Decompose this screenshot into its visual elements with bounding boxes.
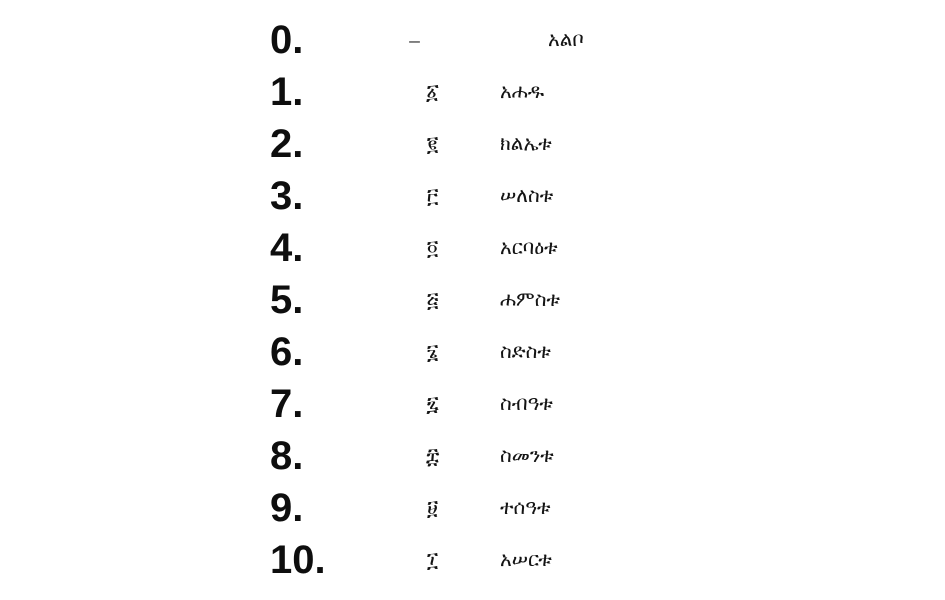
numeral-row (270, 274, 584, 326)
arabic-numeral: 7. (270, 382, 304, 426)
arabic-numeral: 8. (270, 434, 304, 478)
geez-numeral: ፪ (426, 131, 439, 156)
geez-number-word: ሠለስቱ (500, 185, 554, 207)
geez-numeral: ፩ (426, 79, 439, 104)
geez-number-word: አሐዱ (500, 81, 545, 103)
geez-numeral: ፬ (426, 235, 439, 260)
geez-number-word: አልቦ (548, 29, 584, 51)
arabic-numeral: 10. (270, 538, 326, 582)
geez-numeral: ፰ (425, 443, 440, 468)
geez-number-word: ስመንቱ (500, 445, 554, 467)
numeral-row (270, 326, 584, 378)
arabic-numeral: 2. (270, 122, 304, 166)
arabic-numeral: 0. (270, 18, 304, 62)
geez-number-word: ሐምስቱ (500, 289, 560, 311)
arabic-numeral: 6. (270, 330, 304, 374)
geez-number-word: አሠርቱ (500, 549, 552, 571)
arabic-numeral: 3. (270, 174, 304, 218)
geez-numeral: ፫ (426, 183, 439, 208)
geez-number-word: ስብዓቱ (500, 393, 553, 415)
arabic-numeral: 9. (270, 486, 304, 530)
numeral-row (270, 430, 584, 482)
numeral-row (270, 170, 584, 222)
arabic-numeral: 1. (270, 70, 304, 114)
geez-numeral: ፯ (426, 391, 439, 416)
geez-numeral: ፱ (426, 495, 439, 520)
numeral-row (270, 222, 584, 274)
geez-number-word: ተሰዓቱ (500, 497, 551, 519)
geez-numeral: ፲ (426, 547, 439, 572)
geez-numeral: ፭ (426, 287, 439, 312)
numeral-row (270, 482, 584, 534)
arabic-numeral: 5. (270, 278, 304, 322)
numeral-row (270, 534, 584, 586)
arabic-numeral: 4. (270, 226, 304, 270)
geez-number-word: ስድስቱ (500, 341, 551, 363)
geez-numeral: – (409, 27, 420, 52)
numeral-row (270, 118, 584, 170)
numeral-list (270, 14, 584, 586)
numeral-row (270, 378, 584, 430)
numeral-row (270, 14, 584, 66)
geez-number-word: ክልኤቱ (500, 133, 552, 155)
geez-number-word: አርባዕቱ (500, 237, 558, 259)
numeral-row (270, 66, 584, 118)
geez-numeral: ፮ (426, 339, 439, 364)
